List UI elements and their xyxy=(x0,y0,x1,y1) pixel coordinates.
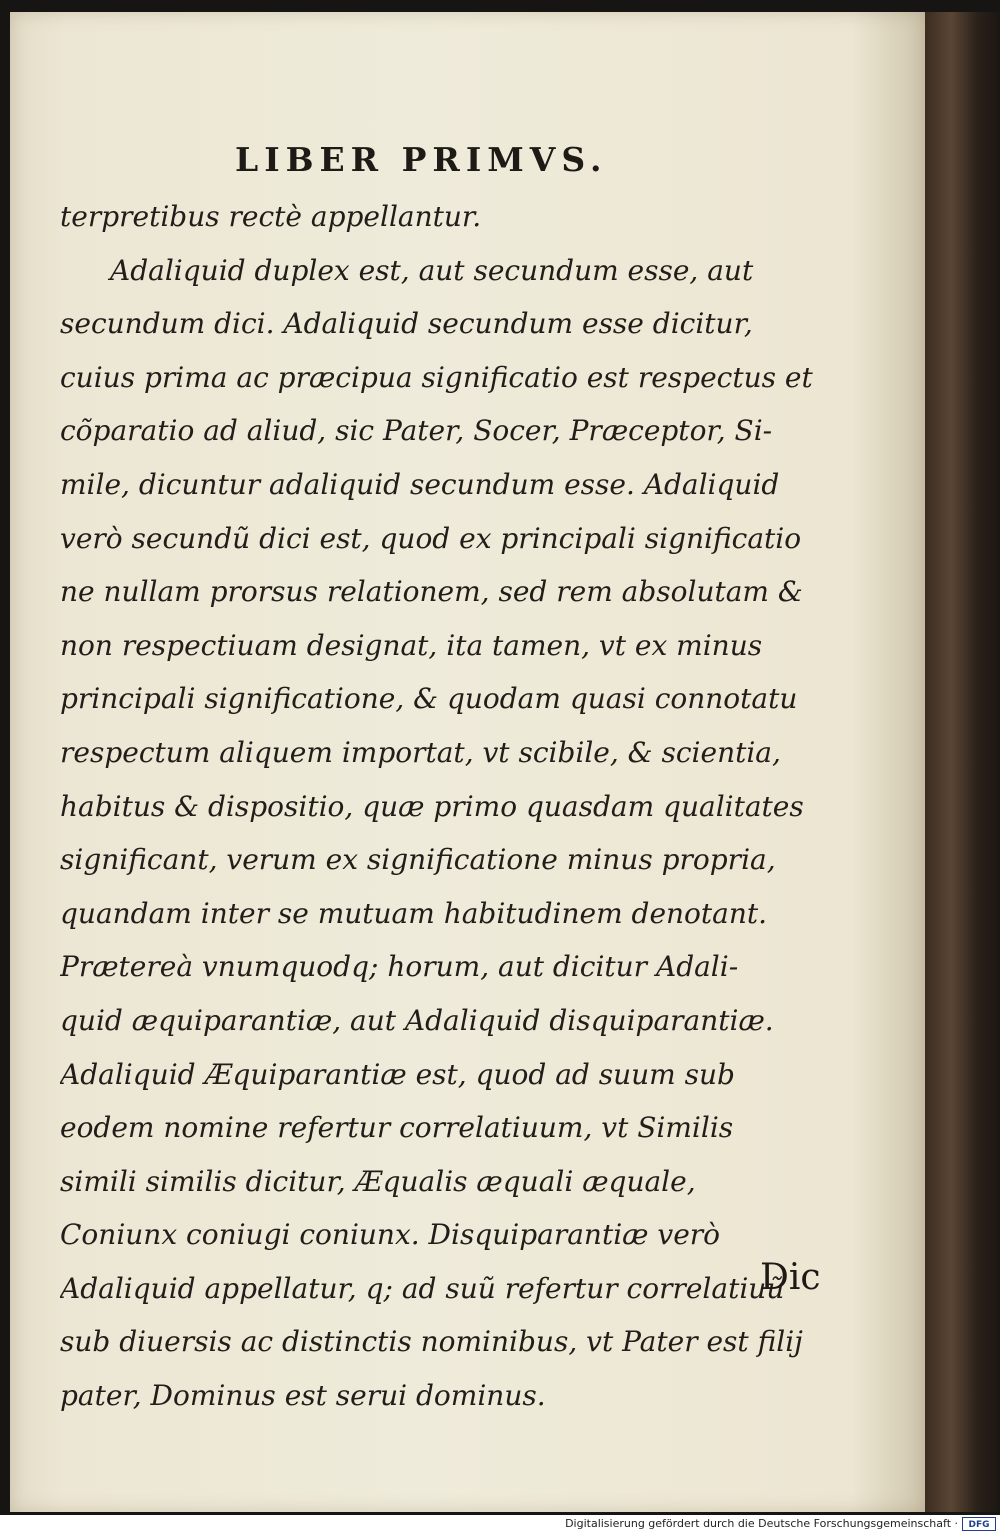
book-edge xyxy=(925,12,1000,1512)
text-line: Adaliquid duplex est, aut secundum esse, aut xyxy=(110,253,754,287)
dfg-logo-icon: DFG xyxy=(962,1517,996,1531)
text-line: eodem nomine refertur correlatiuum, vt Similis xyxy=(60,1111,734,1145)
text-line: sub diuersis ac distinctis nominibus, vt Pater est filij xyxy=(60,1325,803,1359)
text-line: Adaliquid Æquiparantiæ est, quod ad suum sub xyxy=(60,1057,735,1091)
catchword: Dic xyxy=(760,1257,821,1298)
text-line: Coniunx coniugi coniunx. Disquiparantiæ verò xyxy=(60,1218,721,1252)
text-line: quid æquiparantiæ, aut Adaliquid disquiparantiæ. xyxy=(60,1003,774,1037)
text-line: Adaliquid appellatur, q; ad suũ refertur correlatiuũ xyxy=(60,1271,785,1305)
text-line: Prætereà vnumquodq; horum, aut dicitur Adali- xyxy=(60,950,739,984)
text-line: simili similis dicitur, Æqualis æquali æquale, xyxy=(60,1164,696,1198)
text-line: significant, verum ex significatione minus propria, xyxy=(60,843,776,877)
text-line: principali significatione, & quodam quasi connotatu xyxy=(60,682,798,716)
text-line: quandam inter se mutuam habitudinem denotant. xyxy=(60,896,768,930)
funding-credit: Digitalisierung gefördert durch die Deutsche Forschungsgemeinschaft · xyxy=(565,1517,958,1530)
text-line: cuius prima ac præcipua significatio est respectus et xyxy=(60,360,813,394)
text-line: ne nullam prorsus relationem, sed rem absolutam & xyxy=(60,575,803,609)
page-text-block xyxy=(60,190,850,1423)
text-line: mile, dicuntur adaliquid secundum esse. Adaliquid xyxy=(60,467,780,501)
text-line: pater, Dominus est serui dominus. xyxy=(60,1379,546,1413)
footer-bar xyxy=(0,1515,1000,1534)
running-head: LIBER PRIMVS. xyxy=(235,140,608,179)
text-line: verò secundũ dici est, quod ex principali significatio xyxy=(60,521,802,555)
text-line: habitus & dispositio, quæ primo quasdam qualitates xyxy=(60,789,804,823)
text-line: terpretibus rectè appellantur. xyxy=(60,200,482,233)
text-line: non respectiuam designat, ita tamen, vt ex minus xyxy=(60,628,763,662)
text-line: secundum dici. Adaliquid secundum esse dicitur, xyxy=(60,307,753,341)
text-line: cõparatio ad aliud, sic Pater, Socer, Præceptor, Si- xyxy=(60,414,773,448)
text-line: respectum aliquem importat, vt scibile, & scientia, xyxy=(60,735,781,769)
